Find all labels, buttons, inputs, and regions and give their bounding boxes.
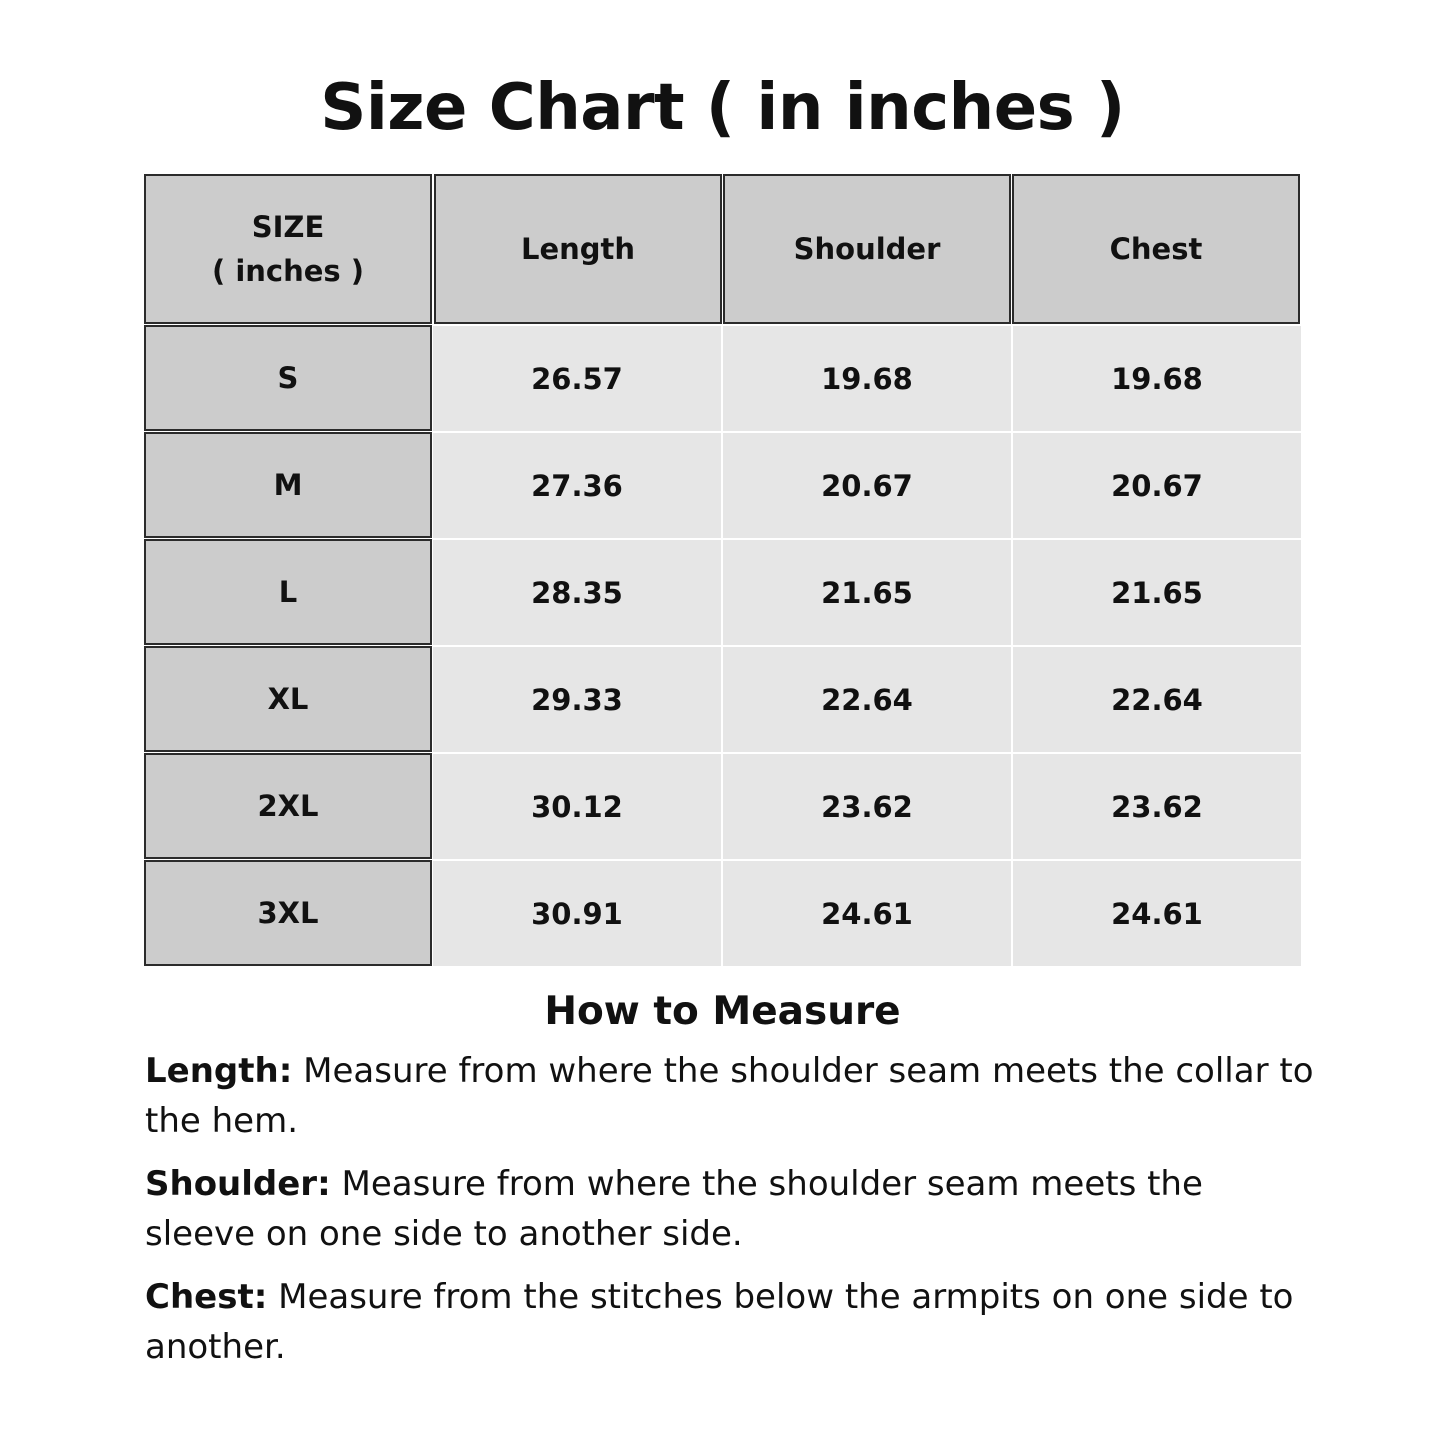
chest-value: 19.68 [1013,326,1301,431]
size-table [144,174,1301,966]
length-value: 27.36 [433,433,721,538]
row-size-label: L [144,539,432,645]
row-size-label: M [144,432,432,538]
length-value: 28.35 [433,540,721,645]
chest-value: 24.61 [1013,861,1301,966]
shoulder-value: 23.62 [723,754,1011,859]
length-instruction [145,1046,1315,1146]
header-shoulder: Shoulder [723,174,1011,324]
length-instruction-text: Measure from where the shoulder seam meets the collar to the hem. [145,1051,1314,1141]
chest-instruction-label: Chest: [145,1277,268,1317]
chest-instruction-text: Measure from the stitches below the armpits on one side to another. [145,1277,1294,1367]
chest-value: 23.62 [1013,754,1301,859]
length-value: 26.57 [433,326,721,431]
shoulder-value: 22.64 [723,647,1011,752]
shoulder-value: 19.68 [723,326,1011,431]
length-value: 29.33 [433,647,721,752]
chest-instruction [145,1272,1315,1372]
chest-value: 22.64 [1013,647,1301,752]
row-size-label: S [144,325,432,431]
chest-value: 20.67 [1013,433,1301,538]
row-size-label: 3XL [144,860,432,966]
row-size-label: XL [144,646,432,752]
header-length: Length [434,174,722,324]
shoulder-instruction-label: Shoulder: [145,1164,331,1204]
page-title: Size Chart ( in inches ) [320,71,1125,145]
header-size-label: SIZE [251,210,325,244]
shoulder-instruction-text: Measure from where the shoulder seam meets the sleeve on one side to another side. [145,1164,1203,1254]
shoulder-instruction [145,1159,1315,1259]
row-size-label: 2XL [144,753,432,859]
shoulder-value: 24.61 [723,861,1011,966]
length-instruction-label: Length: [145,1051,293,1091]
header-size-unit: ( inches ) [211,254,365,288]
how-to-measure-heading: How to Measure [544,989,901,1034]
shoulder-value: 21.65 [723,540,1011,645]
header-size [144,174,432,324]
length-value: 30.12 [433,754,721,859]
shoulder-value: 20.67 [723,433,1011,538]
length-value: 30.91 [433,861,721,966]
chest-value: 21.65 [1013,540,1301,645]
header-chest: Chest [1012,174,1300,324]
